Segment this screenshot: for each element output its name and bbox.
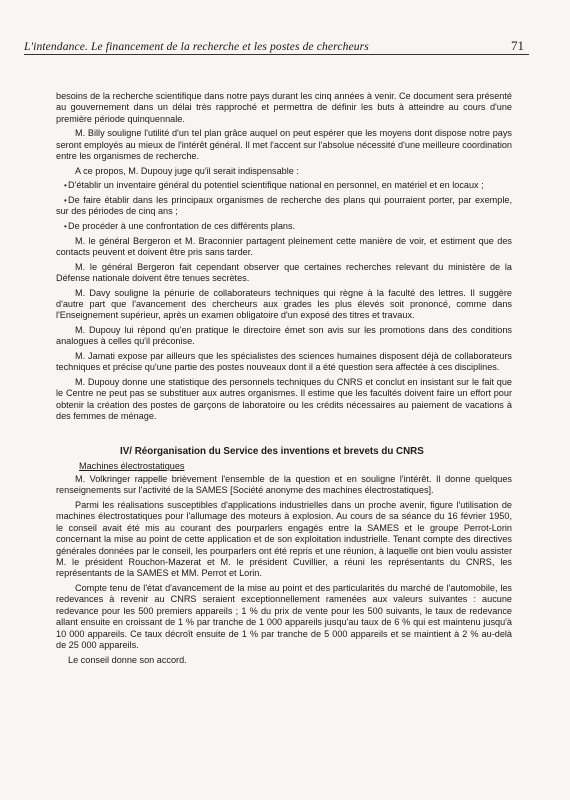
bullet-icon: •: [64, 181, 67, 191]
paragraph: M. Billy souligne l'utilité d'un tel plan grâce auquel on peut espérer que les moyens dont dispose notre pays seront employés au mieux de l'intérêt général. Il met l'accent sur l'absolue nécessité d'une meilleure coordination entre les organismes de recherche.: [56, 128, 512, 162]
bullet-icon: •: [64, 222, 67, 231]
bullet-item: [56, 221, 512, 232]
running-header: [24, 38, 524, 54]
paragraph: Compte tenu de l'état d'avancement de la mise au point et des particularités du marché de l'automobile, les redevances à revenir au CNRS seraient exceptionnellement ramenées aux valeurs suivantes : aucune redevance pour les 500 premiers appareils ; 1 % du prix de vente pour les 500 suivants, le taux de redevance allant ensuite en croissant de 1 % par tranche de 1 000 appareils jusqu'au taux de 6 % qui est maintenu jusqu'à 10 000 appareils. Ce taux décroît ensuite de 1 % par tranche de 5 000 appareils et se maintient à 2 % au-delà de 25 000 appareils.: [56, 583, 512, 651]
section-heading: IV/ Réorganisation du Service des inventions et brevets du CNRS: [120, 445, 424, 457]
closing-paragraph: Le conseil donne son accord.: [68, 654, 187, 665]
section-subheading: Machines électrostatiques: [79, 460, 185, 471]
paragraph: M. Dupouy lui répond qu'en pratique le directoire émet son avis sur les promotions dans des conditions analogues à celles qu'il préconise.: [56, 325, 512, 347]
paragraph: M. le général Bergeron fait cependant observer que certaines recherches relevant du ministère de la Défense nationale doivent être tenues secrètes.: [56, 261, 512, 283]
header-rule: [24, 54, 529, 55]
bullet-text: D'établir un inventaire général du potentiel scientifique national en personnel, en matériel et en locaux ;: [68, 180, 484, 191]
paragraph: besoins de la recherche scientifique dans notre pays durant les cinq années à venir. Ce document sera présenté au gouvernement dans un délai très rapproché et permettra de définir les buts à atteindre au cours d'une première période quinquennale.: [56, 91, 512, 124]
bullet-icon: •: [64, 196, 67, 205]
running-header-title: L'intendance. Le financement de la recherche et les postes de chercheurs: [24, 40, 369, 53]
bullet-text: De faire établir dans les principaux organismes de recherche des plans qui pourraient porter, par exemple, sur des périodes de cinq ans ;: [56, 195, 512, 217]
bullet-item: [56, 180, 512, 191]
bullet-item: [56, 195, 512, 218]
paragraph: Parmi les réalisations susceptibles d'applications industrielles dans un proche avenir, figure l'utilisation de machines électrostatiques pour l'allumage des moteurs à explosion. Au cours de sa séance du 16 février 1950, le conseil avait été mis au courant des pourparlers engagés entre la SAMES et le groupe Perrot-Lorin concernant la mise au point de cette application et de son exploitation industrielle. Tenant compte des directives générales données par le conseil, les pourparlers ont été repris et une réunion, à laquelle ont bien voulu assister M. le président Rouchon-Mazerat et M. le président Cuvillier, a réuni les représentants du CNRS, les représentants de la SAMES et MM. Perrot et Lorin.: [56, 500, 512, 579]
paragraph: M. Dupouy donne une statistique des personnels techniques du CNRS et conclut en insistant sur le fait que le Centre ne peut pas se substituer aux autres organismes. Il estime que les facultés doivent faire un effort pour obtenir la création des postes de garçons de laboratoire ou les crédits nécessaires au paiement de vacations à des femmes de ménage.: [56, 377, 512, 422]
document-body: [56, 91, 512, 669]
page-number: 71: [511, 38, 524, 53]
paragraph: M. Davy souligne la pénurie de collaborateurs techniques qui règne à la faculté des lettres. Il suggère d'autre part que l'avancement des chercheurs aux grades les plus élevés soit prononcé, comme dans l'Enseignement supérieur, après un examen obligatoire d'un exposé des titres et travaux.: [56, 287, 512, 321]
bullet-text: De procéder à une confrontation de ces différents plans.: [68, 221, 296, 231]
paragraph: M. Volkringer rappelle brièvement l'ensemble de la question et en souligne l'intérêt. Il donne quelques renseignements sur l'activité de la SAMES [Société anonyme des machines électrostatiques].: [56, 474, 512, 496]
paragraph: M. le général Bergeron et M. Braconnier partagent pleinement cette manière de voir, et estiment que des contacts peuvent et doivent être pris sans tarder.: [56, 235, 512, 257]
paragraph: A ce propos, M. Dupouy juge qu'il serait indispensable :: [75, 165, 299, 176]
paragraph: M. Jamati expose par ailleurs que les spécialistes des sciences humaines disposent déjà de collaborateurs techniques et précise qu'une partie des postes nouveaux dont il a été question sera affectée à ces disciplines.: [56, 351, 512, 373]
